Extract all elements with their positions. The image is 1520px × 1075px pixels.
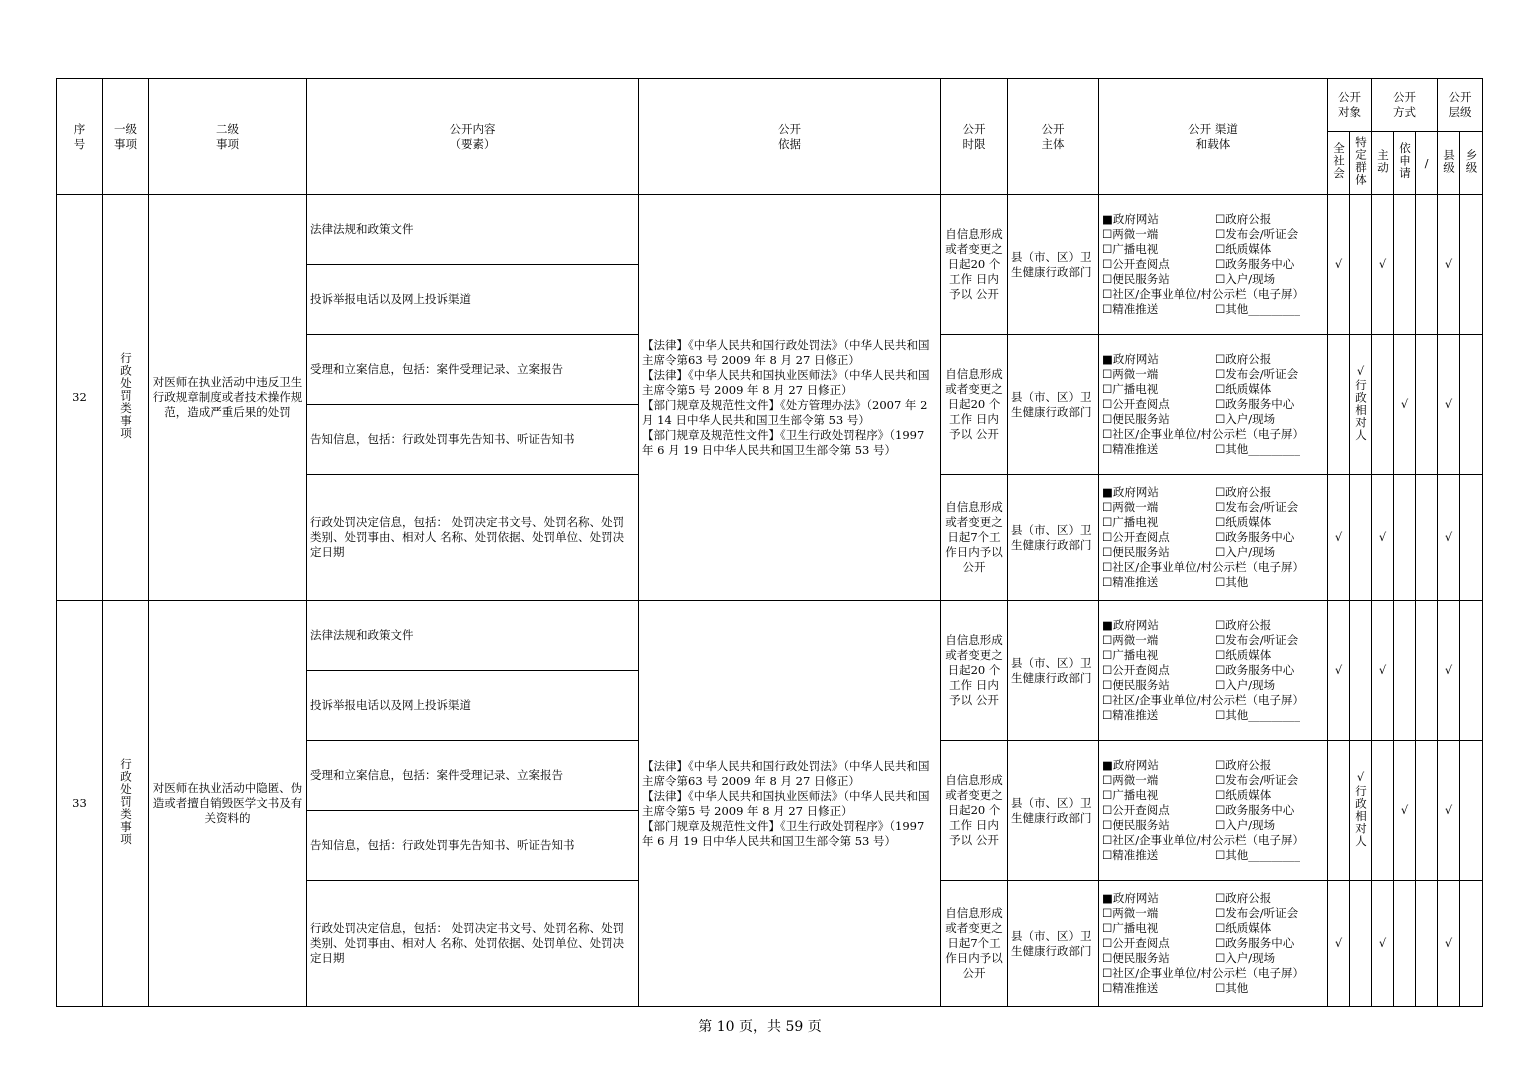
header-level2: 二级 事项 <box>149 79 307 195</box>
level1-text: 行政处罚类事项 <box>119 757 133 846</box>
time-limit: 自信息形成或者变更之日起20 个工作 日内予以 公开 <box>941 195 1008 335</box>
channel-option: ☐入户/现场 <box>1215 951 1276 965</box>
channel-option: ☐发布会/听证会 <box>1215 633 1299 647</box>
header-no: 序 号 <box>57 79 103 195</box>
channel-option: ☐公开查阅点 <box>1102 257 1170 271</box>
header-basis: 公开 依据 <box>639 79 941 195</box>
table-body <box>57 195 1483 1007</box>
channel-option: ☐政府公报 <box>1215 758 1272 772</box>
level-county-mark: √ <box>1438 741 1460 881</box>
method-apply-mark <box>1394 475 1416 601</box>
channel-option: ☐纸质媒体 <box>1215 788 1272 802</box>
slash-col <box>1416 195 1438 335</box>
channel-option: ☐政府公报 <box>1215 352 1272 366</box>
channel-cell <box>1099 601 1328 741</box>
channel-option: ☐精准推送 <box>1102 442 1159 456</box>
header-slash: / <box>1416 132 1438 195</box>
slash-col <box>1416 335 1438 475</box>
obj-specific-mark <box>1350 601 1372 741</box>
slash-col <box>1416 881 1438 1007</box>
channel-option: ☐两微一端 <box>1102 633 1159 647</box>
obj-all-mark <box>1328 741 1350 881</box>
method-apply-mark <box>1394 601 1416 741</box>
channel-option: ☐入户/现场 <box>1215 678 1276 692</box>
level-county-mark: √ <box>1438 335 1460 475</box>
channel-cell <box>1099 475 1328 601</box>
channel-option: ☐社区/企事业单位/村公示栏（电子屏） <box>1102 966 1305 980</box>
channel-option: ■政府网站 <box>1102 758 1159 772</box>
obj-specific-mark <box>1350 475 1372 601</box>
channel-option: ☐政府公报 <box>1215 485 1272 499</box>
channel-option: ■政府网站 <box>1102 212 1159 226</box>
channel-option: ☐其他_________ <box>1215 302 1301 316</box>
header-row-1 <box>57 79 1483 132</box>
channel-option: ☐政务服务中心 <box>1215 936 1295 950</box>
content-item: 告知信息，包括：行政处罚事先告知书、听证告知书 <box>307 811 639 881</box>
slash-col <box>1416 601 1438 741</box>
obj-all-mark: √ <box>1328 195 1350 335</box>
basis-item: 【部门规章及规范性文件】《卫生行政处罚程序》（1997 年 6 月 19 日中华人民共和国卫生部令第 53 号） <box>642 818 925 848</box>
basis-cell <box>639 601 941 1007</box>
basis-item: 【法律】《中华人民共和国执业医师法》（中华人民共和国主席令第5 号 2009 年 8 月 27 日修正） <box>642 367 930 397</box>
channel-option: ☐其他_________ <box>1215 708 1301 722</box>
channel-cell <box>1099 335 1328 475</box>
channel-option: ☐公开查阅点 <box>1102 663 1170 677</box>
channel-option: ☐纸质媒体 <box>1215 515 1272 529</box>
channel-option: ☐社区/企事业单位/村公示栏（电子屏） <box>1102 833 1305 847</box>
header-channel: 公开 渠道 和载体 <box>1099 79 1328 195</box>
channel-option: ☐广播电视 <box>1102 921 1159 935</box>
level1-item <box>103 601 149 1007</box>
obj-specific-mark <box>1350 881 1372 1007</box>
basis-item: 【法律】《中华人民共和国行政处罚法》（中华人民共和国主席令第63 号 2009 年 8 月 27 日修正） <box>642 758 930 788</box>
level2-item: 对医师在执业活动中违反卫生行政规章制度或者技术操作规范，造成严重后果的处罚 <box>149 195 307 601</box>
channel-option: ☐精准推送 <box>1102 848 1159 862</box>
header-method-active: 主动 <box>1372 132 1394 195</box>
level-town-mark <box>1460 601 1483 741</box>
channel-option: ☐纸质媒体 <box>1215 921 1272 935</box>
channel-option: ☐精准推送 <box>1102 981 1159 995</box>
content-item: 行政处罚决定信息，包括： 处罚决定书文号、处罚名称、处罚类别、处罚事由、相对人 名称、处罚依据、处罚单位、处罚决定日期 <box>307 881 639 1007</box>
table-row <box>57 195 1483 265</box>
channel-option: ☐发布会/听证会 <box>1215 367 1299 381</box>
level1-item <box>103 195 149 601</box>
header-subject: 公开 主体 <box>1008 79 1099 195</box>
channel-list <box>1102 758 1324 863</box>
channel-option: ☐政务服务中心 <box>1215 530 1295 544</box>
channel-option: ☐其他 <box>1215 575 1249 589</box>
channel-option: ■政府网站 <box>1102 352 1159 366</box>
header-time: 公开 时限 <box>941 79 1008 195</box>
content-item: 受理和立案信息，包括：案件受理记录、立案报告 <box>307 335 639 405</box>
channel-option: ☐便民服务站 <box>1102 678 1170 692</box>
time-limit: 自信息形成或者变更之日起20 个工作 日内予以 公开 <box>941 741 1008 881</box>
channel-option: ☐其他_________ <box>1215 442 1301 456</box>
channel-option: ☐社区/企事业单位/村公示栏（电子屏） <box>1102 287 1305 301</box>
channel-option: ☐广播电视 <box>1102 515 1159 529</box>
basis-cell <box>639 195 941 601</box>
method-active-mark <box>1372 335 1394 475</box>
level-town-mark <box>1460 195 1483 335</box>
channel-option: ☐两微一端 <box>1102 367 1159 381</box>
channel-cell <box>1099 741 1328 881</box>
channel-option: ☐两微一端 <box>1102 773 1159 787</box>
obj-specific-mark <box>1350 335 1372 475</box>
content-item: 法律法规和政策文件 <box>307 195 639 265</box>
basis-item: 【法律】《中华人民共和国行政处罚法》（中华人民共和国主席令第63 号 2009 年 8 月 27 日修正） <box>642 337 930 367</box>
header-level-town: 乡级 <box>1460 132 1483 195</box>
channel-option: ☐两微一端 <box>1102 227 1159 241</box>
level-town-mark <box>1460 881 1483 1007</box>
obj-all-mark: √ <box>1328 881 1350 1007</box>
row-number: 32 <box>57 195 103 601</box>
header-obj-all: 全社会 <box>1328 132 1350 195</box>
channel-list <box>1102 618 1324 723</box>
channel-option: ☐广播电视 <box>1102 242 1159 256</box>
channel-list <box>1102 485 1324 590</box>
channel-option: ☐便民服务站 <box>1102 545 1170 559</box>
method-apply-mark: √ <box>1394 741 1416 881</box>
basis-item: 【法律】《中华人民共和国执业医师法》（中华人民共和国主席令第5 号 2009 年 8 月 27 日修正） <box>642 788 930 818</box>
channel-cell <box>1099 195 1328 335</box>
method-active-mark <box>1372 741 1394 881</box>
obj-specific-mark <box>1350 195 1372 335</box>
method-active-mark: √ <box>1372 881 1394 1007</box>
channel-option: ☐公开查阅点 <box>1102 936 1170 950</box>
header-level1: 一级 事项 <box>103 79 149 195</box>
channel-option: ☐社区/企事业单位/村公示栏（电子屏） <box>1102 560 1305 574</box>
channel-list <box>1102 891 1324 996</box>
channel-option: ☐发布会/听证会 <box>1215 773 1299 787</box>
level-town-mark <box>1460 335 1483 475</box>
row-number: 33 <box>57 601 103 1007</box>
obj-all-mark: √ <box>1328 475 1350 601</box>
basis-item: 【部门规章及规范性文件】《卫生行政处罚程序》（1997 年 6 月 19 日中华人民共和国卫生部令第 53 号） <box>642 427 925 457</box>
channel-option: ☐便民服务站 <box>1102 818 1170 832</box>
method-apply-mark <box>1394 195 1416 335</box>
publish-subject: 县（市、区）卫 生健康行政部门 <box>1008 741 1099 881</box>
channel-option: ☐社区/企事业单位/村公示栏（电子屏） <box>1102 427 1305 441</box>
channel-option: ☐入户/现场 <box>1215 545 1276 559</box>
header-content: 公开内容 （要素） <box>307 79 639 195</box>
table-row <box>57 601 1483 671</box>
channel-option: ■政府网站 <box>1102 618 1159 632</box>
level-town-mark <box>1460 475 1483 601</box>
level-county-mark: √ <box>1438 601 1460 741</box>
method-active-mark: √ <box>1372 475 1394 601</box>
method-apply-mark <box>1394 881 1416 1007</box>
specific-target: 行政相对人 <box>1354 784 1368 848</box>
method-apply-mark: √ <box>1394 335 1416 475</box>
level-county-mark: √ <box>1438 881 1460 1007</box>
specific-target: 行政相对人 <box>1354 378 1368 442</box>
channel-option: ☐公开查阅点 <box>1102 530 1170 544</box>
method-active-mark: √ <box>1372 195 1394 335</box>
channel-option: ☐政务服务中心 <box>1215 257 1295 271</box>
channel-option: ☐发布会/听证会 <box>1215 906 1299 920</box>
channel-option: ☐其他_________ <box>1215 848 1301 862</box>
channel-option: ☐便民服务站 <box>1102 412 1170 426</box>
check-mark: √ <box>1356 363 1365 378</box>
publish-subject: 县（市、区）卫 生健康行政部门 <box>1008 335 1099 475</box>
publish-subject: 县（市、区）卫 生健康行政部门 <box>1008 475 1099 601</box>
basis-item: 【部门规章及规范性文件】《处方管理办法》（2007 年 2 月 14 日中华人民共和国卫生部令第 53 号） <box>642 397 928 427</box>
channel-option: ☐两微一端 <box>1102 906 1159 920</box>
content-item: 告知信息，包括：行政处罚事先告知书、听证告知书 <box>307 405 639 475</box>
channel-option: ☐两微一端 <box>1102 500 1159 514</box>
content-item: 行政处罚决定信息，包括： 处罚决定书文号、处罚名称、处罚类别、处罚事由、相对人 名称、处罚依据、处罚单位、处罚决定日期 <box>307 475 639 601</box>
disclosure-table <box>56 78 1483 1007</box>
header-obj-specific: 特定群体 <box>1350 132 1372 195</box>
level-county-mark: √ <box>1438 195 1460 335</box>
channel-option: ■政府网站 <box>1102 485 1159 499</box>
channel-cell <box>1099 881 1328 1007</box>
time-limit: 自信息形成或者变更之日起7个工作日内予以公开 <box>941 475 1008 601</box>
page-footer: 第 10 页，共 59 页 <box>698 1019 822 1035</box>
channel-option: ☐纸质媒体 <box>1215 648 1272 662</box>
channel-option: ☐公开查阅点 <box>1102 803 1170 817</box>
channel-option: ☐入户/现场 <box>1215 818 1276 832</box>
publish-subject: 县（市、区）卫 生健康行政部门 <box>1008 195 1099 335</box>
channel-list <box>1102 352 1324 457</box>
check-mark: √ <box>1356 769 1365 784</box>
slash-col <box>1416 475 1438 601</box>
obj-specific-mark <box>1350 741 1372 881</box>
channel-option: ☐社区/企事业单位/村公示栏（电子屏） <box>1102 693 1305 707</box>
header-level-county: 县级 <box>1438 132 1460 195</box>
channel-option: ☐广播电视 <box>1102 382 1159 396</box>
channel-option: ☐入户/现场 <box>1215 412 1276 426</box>
header-method-group: 公开 方式 <box>1372 79 1438 132</box>
channel-option: ☐精准推送 <box>1102 575 1159 589</box>
header-method-apply: 依申请 <box>1394 132 1416 195</box>
header-object-group: 公开 对象 <box>1328 79 1372 132</box>
channel-option: ☐广播电视 <box>1102 788 1159 802</box>
level2-item: 对医师在执业活动中隐匿、伪造或者擅自销毁医学文书及有关资料的 <box>149 601 307 1007</box>
channel-list <box>1102 212 1324 317</box>
level1-text: 行政处罚类事项 <box>119 351 133 440</box>
channel-option: ☐精准推送 <box>1102 302 1159 316</box>
channel-option: ☐政府公报 <box>1215 618 1272 632</box>
content-item: 法律法规和政策文件 <box>307 601 639 671</box>
time-limit: 自信息形成或者变更之日起20 个工作 日内予以 公开 <box>941 335 1008 475</box>
slash-col <box>1416 741 1438 881</box>
channel-option: ☐政府公报 <box>1215 891 1272 905</box>
time-limit: 自信息形成或者变更之日起7个工作日内予以公开 <box>941 881 1008 1007</box>
channel-option: ☐政务服务中心 <box>1215 397 1295 411</box>
content-item: 投诉举报电话以及网上投诉渠道 <box>307 265 639 335</box>
channel-option: ☐政府公报 <box>1215 212 1272 226</box>
channel-option: ☐发布会/听证会 <box>1215 227 1299 241</box>
channel-option: ☐入户/现场 <box>1215 272 1276 286</box>
channel-option: ☐发布会/听证会 <box>1215 500 1299 514</box>
channel-option: ☐广播电视 <box>1102 648 1159 662</box>
obj-all-mark <box>1328 335 1350 475</box>
channel-option: ☐纸质媒体 <box>1215 382 1272 396</box>
channel-option: ■政府网站 <box>1102 891 1159 905</box>
channel-option: ☐便民服务站 <box>1102 951 1170 965</box>
time-limit: 自信息形成或者变更之日起20 个工作 日内予以 公开 <box>941 601 1008 741</box>
level-town-mark <box>1460 741 1483 881</box>
obj-all-mark: √ <box>1328 601 1350 741</box>
channel-option: ☐政务服务中心 <box>1215 663 1295 677</box>
publish-subject: 县（市、区）卫 生健康行政部门 <box>1008 881 1099 1007</box>
content-item: 受理和立案信息，包括：案件受理记录、立案报告 <box>307 741 639 811</box>
channel-option: ☐纸质媒体 <box>1215 242 1272 256</box>
channel-option: ☐公开查阅点 <box>1102 397 1170 411</box>
channel-option: ☐政务服务中心 <box>1215 803 1295 817</box>
channel-option: ☐便民服务站 <box>1102 272 1170 286</box>
channel-option: ☐精准推送 <box>1102 708 1159 722</box>
publish-subject: 县（市、区）卫 生健康行政部门 <box>1008 601 1099 741</box>
header-level-group: 公开 层级 <box>1438 79 1483 132</box>
channel-option: ☐其他 <box>1215 981 1249 995</box>
content-item: 投诉举报电话以及网上投诉渠道 <box>307 671 639 741</box>
level-county-mark: √ <box>1438 475 1460 601</box>
method-active-mark: √ <box>1372 601 1394 741</box>
